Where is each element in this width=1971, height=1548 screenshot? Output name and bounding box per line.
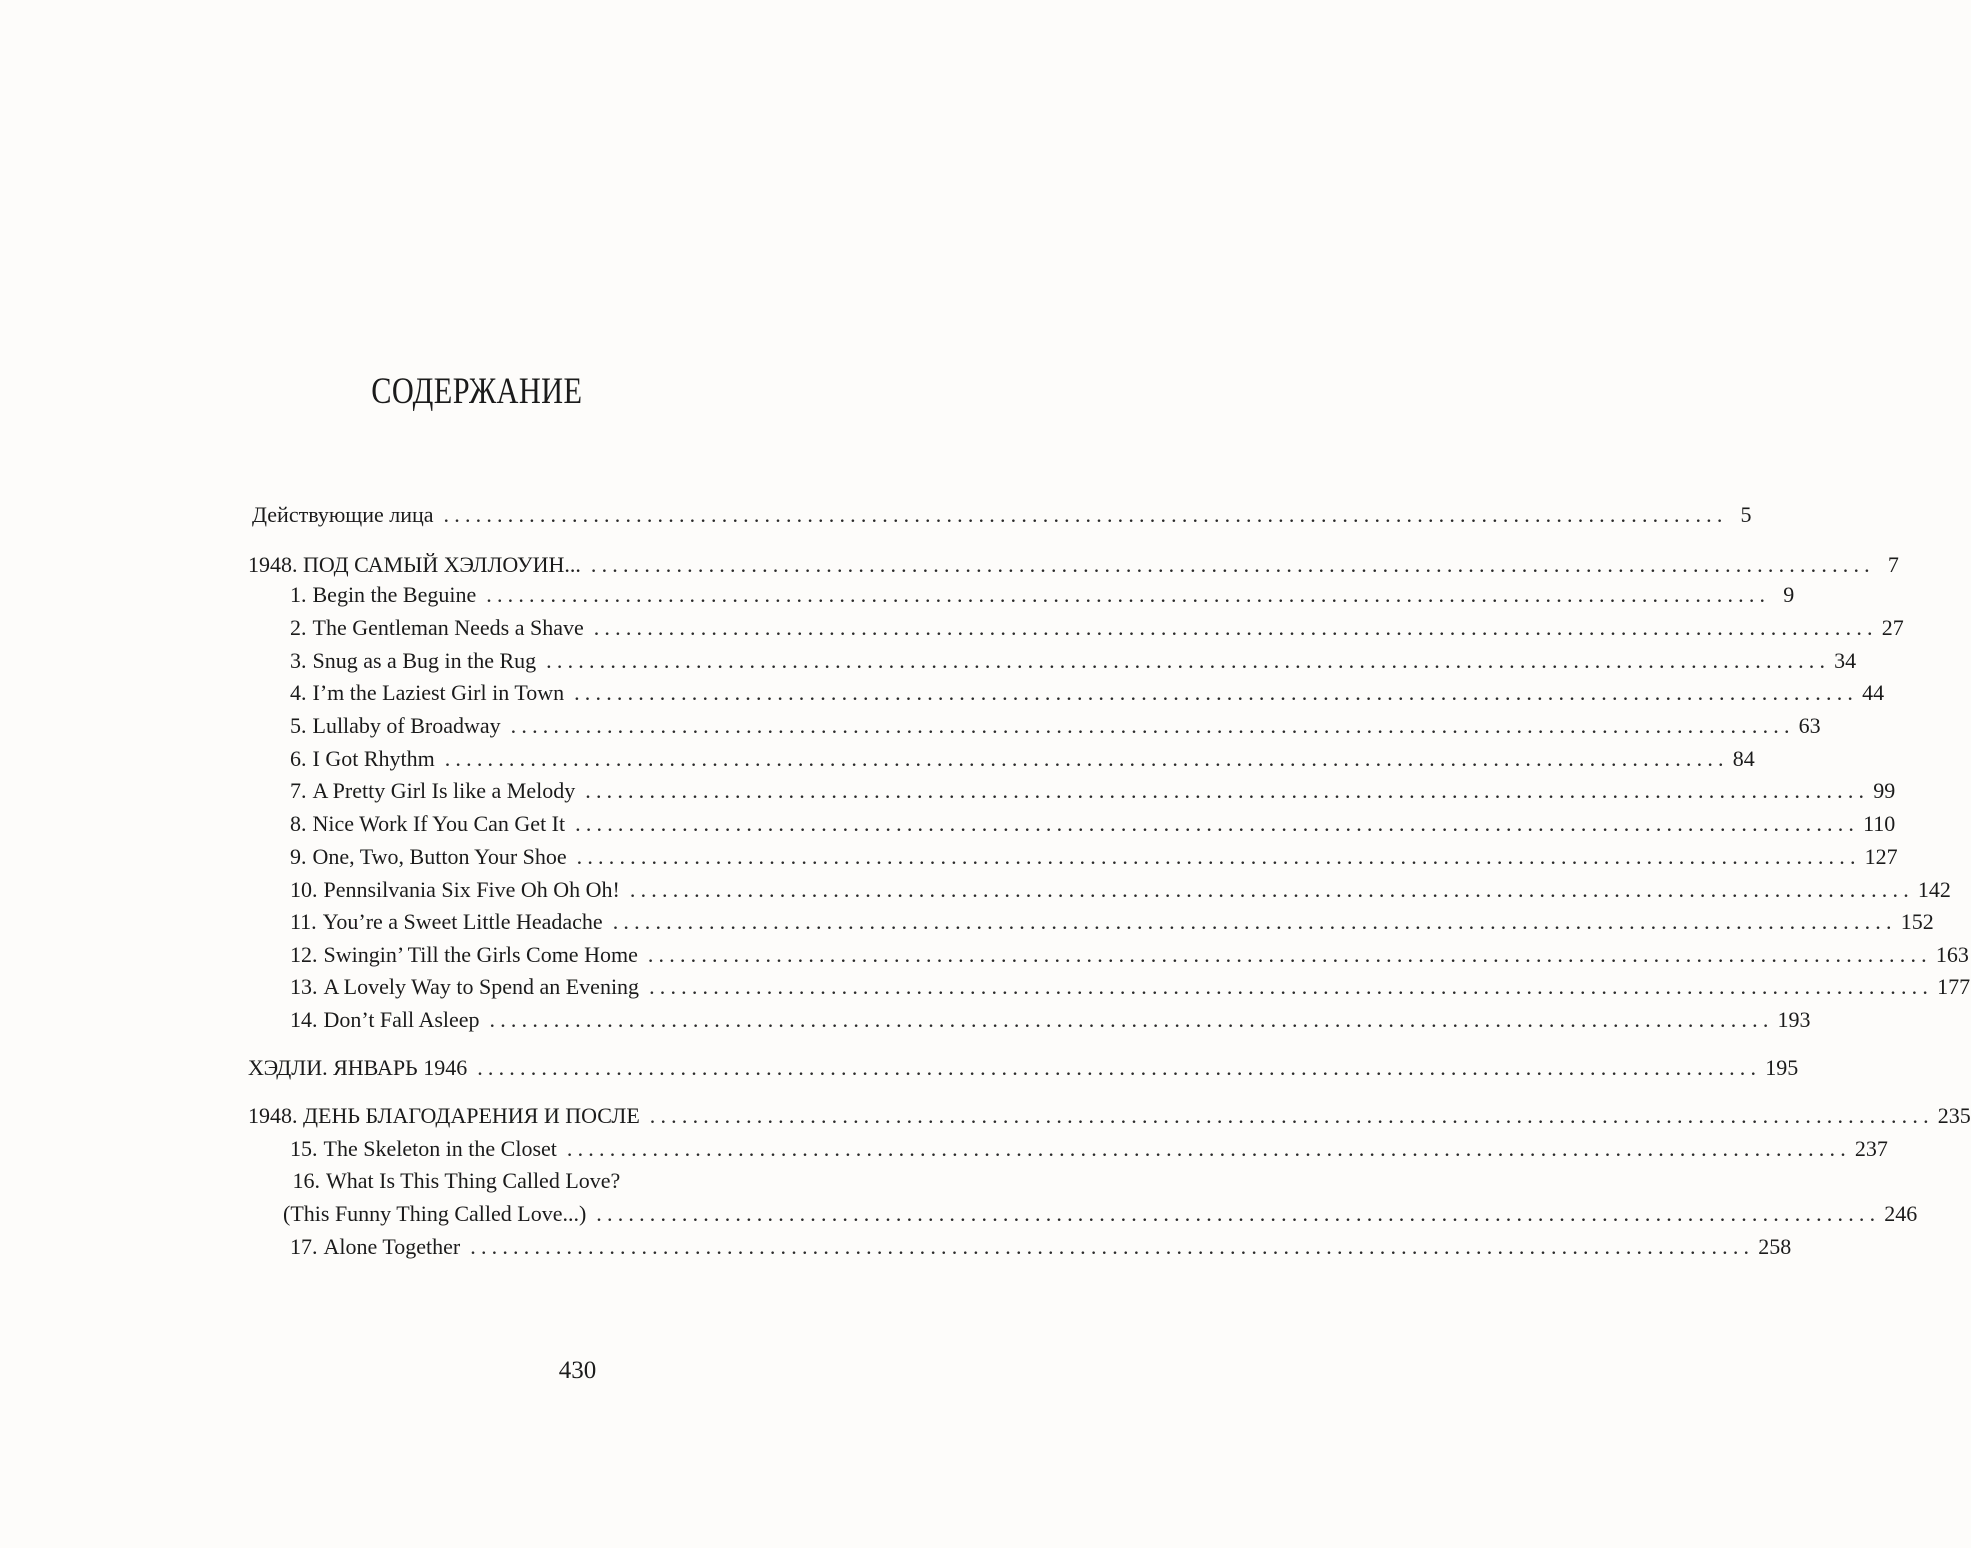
chapter-number: 13. <box>290 974 318 999</box>
entry-title: Lullaby of Broadway <box>312 713 501 738</box>
chapter-number: 9. <box>290 844 307 869</box>
entry-title: (This Funny Thing Called Love...) <box>283 1201 587 1226</box>
chapter-number: 4. <box>290 680 307 705</box>
entry-page-number: 258 <box>1758 1234 1792 1259</box>
entry-page-number: 63 <box>1798 713 1821 738</box>
entry-page-number: 5 <box>1740 502 1752 527</box>
dot-leader: ........................................................................................................................ <box>649 974 1934 999</box>
toc-chapter-entry <box>290 940 1969 970</box>
entry-title: Nice Work If You Can Get It <box>312 811 566 836</box>
chapter-number: 12. <box>290 942 318 967</box>
page-number: 430 <box>558 1357 597 1384</box>
dot-leader: ........................................................................................................................ <box>470 1234 1755 1259</box>
dot-leader: ........................................................................................................................ <box>585 778 1870 803</box>
toc-chapter-entry <box>290 744 1755 774</box>
entry-title: ХЭДЛИ. ЯНВАРЬ 1946 <box>248 1055 468 1080</box>
entry-page-number: 195 <box>1765 1055 1799 1080</box>
chapter-number: 14. <box>290 1007 318 1032</box>
entry-page-number: 246 <box>1884 1201 1918 1226</box>
entry-title: Snug as a Bug in the Rug <box>312 648 537 673</box>
entry-page-number: 34 <box>1834 648 1857 673</box>
entry-title: A Pretty Girl Is like a Melody <box>312 778 576 803</box>
entry-title: A Lovely Way to Spend an Evening <box>323 974 640 999</box>
toc-chapter-entry <box>290 1005 1811 1035</box>
entry-title: One, Two, Button Your Shoe <box>312 844 567 869</box>
chapter-number: 10. <box>290 877 318 902</box>
entry-page-number: 152 <box>1900 909 1934 934</box>
toc-chapter-entry <box>290 875 1951 905</box>
toc-chapter-entry <box>290 678 1885 708</box>
entry-page-number: 99 <box>1873 778 1896 803</box>
toc-chapter-entry <box>290 711 1821 741</box>
chapter-number: 17. <box>290 1234 318 1259</box>
entry-page-number: 27 <box>1881 615 1904 640</box>
entry-title: I’m the Laziest Girl in Town <box>312 680 565 705</box>
dot-leader: ........................................................................................................................ <box>510 713 1795 738</box>
toc-chapter-entry <box>290 1232 1792 1262</box>
dot-leader: ........................................................................................................................ <box>649 1103 1934 1128</box>
entry-title: You’re a Sweet Little Headache <box>322 909 603 934</box>
entry-page-number: 163 <box>1935 942 1969 967</box>
entry-page-number: 7 <box>1887 552 1899 577</box>
entry-title: Begin the Beguine <box>312 582 477 607</box>
chapter-number: 3. <box>290 648 307 673</box>
toc-chapter-entry <box>290 907 1934 937</box>
toc-chapter-entry <box>290 1166 910 1196</box>
entry-title: Swingin’ Till the Girls Come Home <box>323 942 638 967</box>
dot-leader: ........................................................................................................................ <box>477 1055 1762 1080</box>
entry-title: What Is This Thing Called Love? <box>326 1168 621 1193</box>
toc-chapter-entry <box>290 646 1857 676</box>
entry-title: 1948. ПОД САМЫЙ ХЭЛЛОУИН... <box>248 552 581 577</box>
entry-page-number: 110 <box>1863 811 1896 836</box>
toc-heading: СОДЕРЖАНИЕ <box>371 371 583 412</box>
entry-page-number: 193 <box>1777 1007 1811 1032</box>
toc-chapter-entry <box>290 842 1898 872</box>
entry-page-number: 84 <box>1732 746 1755 771</box>
dot-leader: ........................................................................................................................ <box>444 746 1729 771</box>
chapter-number: 15. <box>290 1136 318 1161</box>
toc-chapter-entry <box>290 776 1896 806</box>
chapter-number: 8. <box>290 811 307 836</box>
toc-chapter-entry <box>290 809 1896 839</box>
dot-leader: ........................................................................................................................ <box>596 1201 1881 1226</box>
toc-chapter-entry <box>290 972 1971 1002</box>
entry-title: I Got Rhythm <box>312 746 435 771</box>
entry-page-number: 237 <box>1854 1136 1888 1161</box>
toc-chapter-entry <box>290 1134 1888 1164</box>
dot-leader: ........................................................................................................................ <box>576 844 1861 869</box>
dot-leader: ........................................................................................................................ <box>612 909 1897 934</box>
entry-page-number: 44 <box>1862 680 1885 705</box>
toc-chapter-entry <box>283 1199 1918 1229</box>
dot-leader: ........................................................................................................................ <box>489 1007 1774 1032</box>
entry-title: Don’t Fall Asleep <box>323 1007 480 1032</box>
dot-leader: ........................................................................................................................ <box>647 942 1932 967</box>
chapter-number: 2. <box>290 615 307 640</box>
entry-title: Действующие лица <box>252 502 434 527</box>
entry-page-number: 9 <box>1783 582 1795 607</box>
dot-leader: ........................................................................................................................ <box>443 502 1728 527</box>
chapter-number: 16. <box>292 1168 320 1193</box>
toc-chapter-entry <box>290 613 1904 643</box>
chapter-number: 11. <box>290 909 317 934</box>
entry-page-number: 235 <box>1937 1103 1971 1128</box>
entry-title: The Skeleton in the Closet <box>323 1136 557 1161</box>
dot-leader: ........................................................................................................................ <box>629 877 1914 902</box>
entry-page-number: 127 <box>1864 844 1898 869</box>
toc-section-entry <box>248 550 1899 580</box>
entry-page-number: 142 <box>1917 877 1951 902</box>
chapter-number: 7. <box>290 778 307 803</box>
entry-title: 1948. ДЕНЬ БЛАГОДАРЕНИЯ И ПОСЛЕ <box>248 1103 640 1128</box>
dot-leader: ........................................................................................................................ <box>566 1136 1851 1161</box>
dot-leader: ........................................................................................................................ <box>593 615 1878 640</box>
entry-title: The Gentleman Needs a Shave <box>312 615 584 640</box>
toc-section-entry <box>248 1053 1799 1083</box>
chapter-number: 5. <box>290 713 307 738</box>
dot-leader: ........................................................................................................................ <box>590 552 1875 577</box>
entry-page-number: 177 <box>1937 974 1971 999</box>
dot-leader: ........................................................................................................................ <box>575 811 1860 836</box>
chapter-number: 1. <box>290 582 307 607</box>
dot-leader: ........................................................................................................................ <box>486 582 1771 607</box>
chapter-number: 6. <box>290 746 307 771</box>
toc-section-entry <box>252 500 1752 530</box>
toc-section-entry <box>248 1101 1971 1131</box>
entry-title: Alone Together <box>323 1234 461 1259</box>
entry-title: Pennsilvania Six Five Oh Oh Oh! <box>323 877 620 902</box>
toc-chapter-entry <box>290 580 1795 610</box>
dot-leader: ........................................................................................................................ <box>546 648 1831 673</box>
dot-leader: ........................................................................................................................ <box>574 680 1859 705</box>
